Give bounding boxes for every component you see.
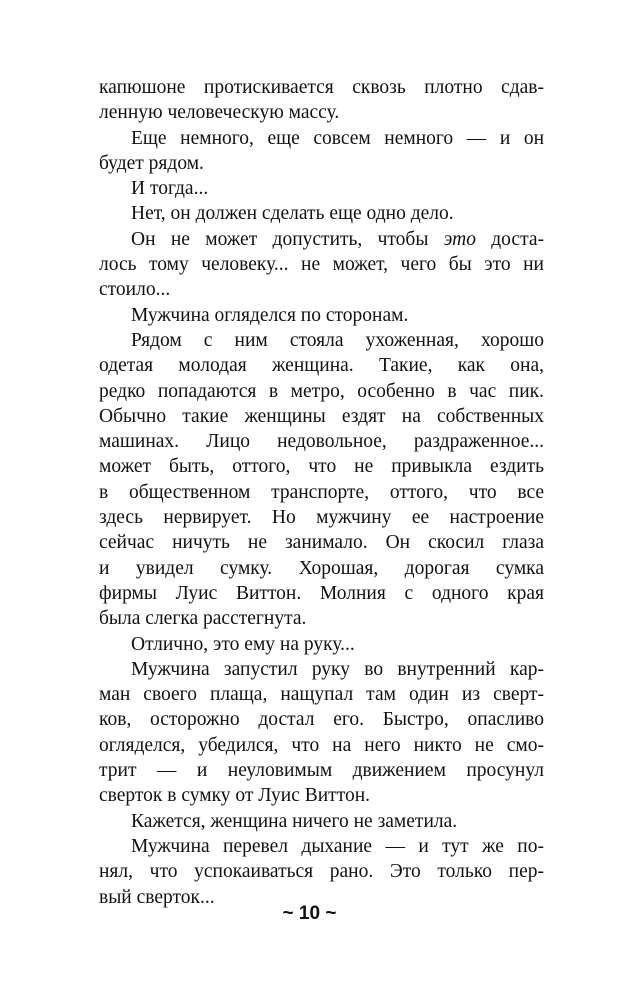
text-line: в общественном транспорте, оттого, что все — [99, 481, 544, 503]
text-line: здесь нервирует. Но мужчину ее настроение — [99, 507, 544, 529]
text-line: вый сверток... — [99, 886, 215, 908]
text-line: Мужчина запустил руку во внутренний кар- — [131, 658, 544, 680]
text-line: лось тому человеку... не может, чего бы это ни — [99, 254, 544, 276]
text-line: сейчас ничуть не занимало. Он скосил глаза — [99, 532, 544, 554]
text-line: редко попадаются в метро, особенно в час пик. — [99, 380, 544, 402]
text-line: трит — и неуловимым движением просунул — [99, 760, 544, 782]
text-run: Он не может допустить, чтобы — [131, 228, 444, 250]
emphasis-word: это — [443, 228, 476, 250]
text-line: Отлично, это ему на руку... — [131, 633, 355, 655]
text-line: будет рядом. — [99, 152, 204, 174]
book-page-text — [99, 75, 544, 910]
text-line: и увидел сумку. Хорошая, дорогая сумка — [99, 557, 544, 579]
text-line: огляделся, убедился, что на него никто не смо- — [99, 734, 544, 756]
text-line: Мужчина огляделся по сторонам. — [131, 304, 409, 326]
text-line: ман своего плаща, нащупал там один из сверт- — [99, 684, 544, 706]
text-line: Еще немного, еще совсем немного — и он — [131, 127, 544, 149]
text-line: была слегка расстегнута. — [99, 608, 307, 630]
text-line: Рядом с ним стояла ухоженная, хорошо — [131, 329, 544, 351]
text-line: машинах. Лицо недовольное, раздраженное... — [99, 431, 544, 453]
text-line: Кажется, женщина ничего не заметила. — [131, 810, 458, 832]
text-line: Мужчина перевел дыхание — и тут же по- — [131, 835, 544, 857]
text-line: Нет, он должен сделать еще одно дело. — [131, 203, 454, 225]
text-line: ленную человеческую массу. — [99, 102, 340, 124]
text-line: И тогда... — [131, 178, 209, 200]
page-number: ~ 10 ~ — [282, 903, 337, 924]
text-line: может быть, оттого, что не привыкла ездить — [99, 456, 544, 478]
text-line: сверток в сумку от Луис Виттон. — [99, 785, 371, 807]
text-line: стоило... — [99, 279, 171, 301]
text-line: одетая молодая женщина. Такие, как она, — [99, 355, 544, 377]
text-line — [99, 227, 544, 252]
text-line: ков, осторожно достал его. Быстро, опасливо — [99, 709, 544, 731]
text-line: фирмы Луис Виттон. Молния с одного края — [99, 582, 544, 604]
text-run: доста- — [475, 228, 544, 250]
text-line: капюшоне протискивается сквозь плотно сдав- — [99, 77, 544, 98]
text-line: нял, что успокаиваться рано. Это только пер- — [99, 861, 544, 883]
text-line: Обычно такие женщины ездят на собственных — [99, 405, 544, 427]
